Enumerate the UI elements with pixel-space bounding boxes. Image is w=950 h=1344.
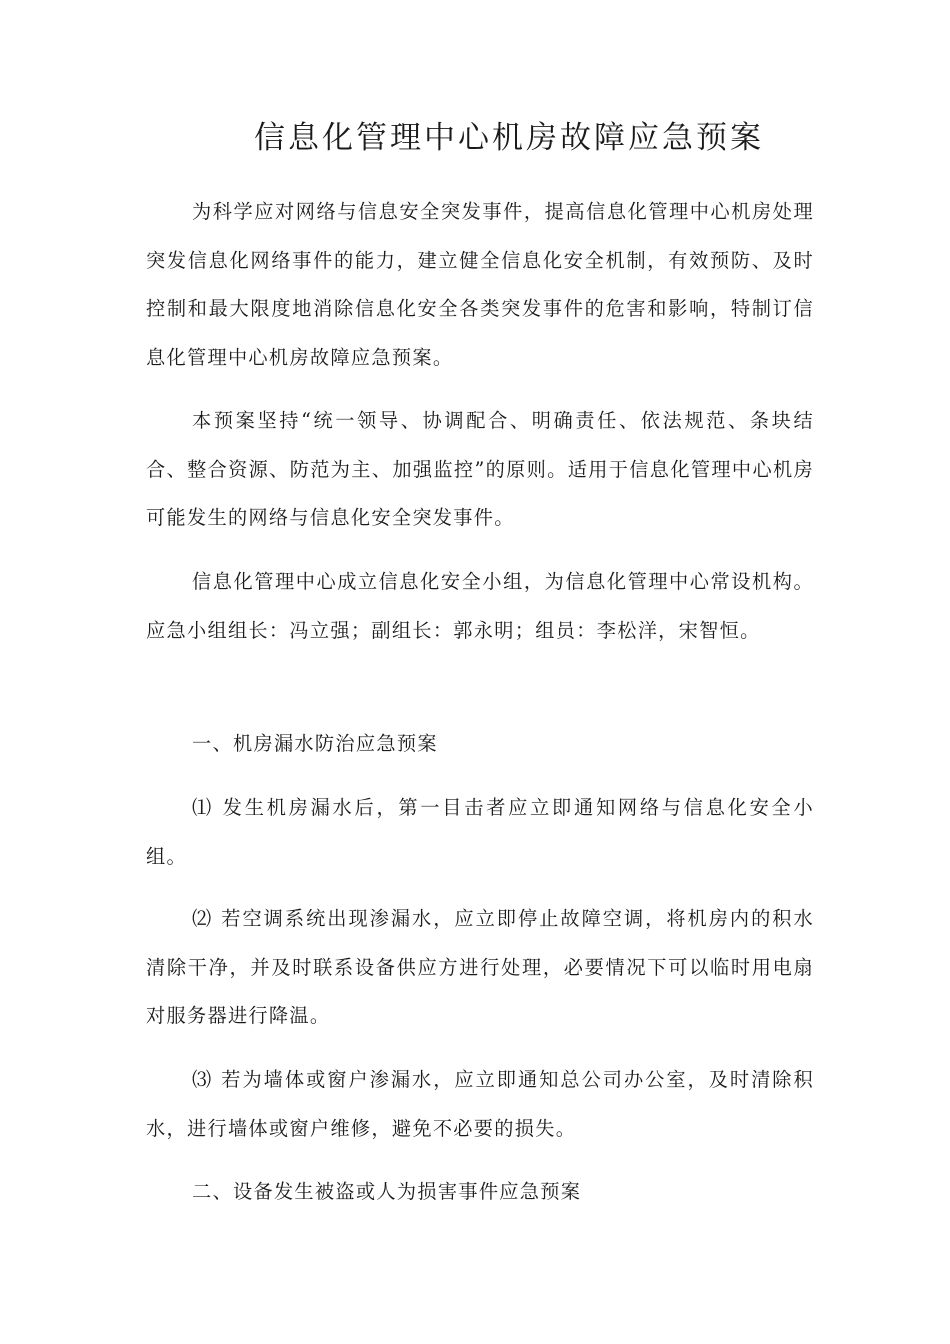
team-paragraph: 信息化管理中心成立信息化安全小组，为信息化管理中心常设机构。应急小组组长：冯立强；副组长：郭永明；组员：李松洋，宋智恒。 [146,570,814,642]
section1-item-1: ⑴ 发生机房漏水后，第一目击者应立即通知网络与信息化安全小组。 [146,796,814,868]
principle-paragraph: 本预案坚持“统一领导、协调配合、明确责任、依法规范、条块结合、整合资源、防范为主、加强监控”的原则。适用于信息化管理中心机房可能发生的网络与信息化安全突发事件。 [146,409,814,529]
section-heading-2: 二、设备发生被盗或人为损害事件应急预案 [192,1180,582,1203]
document-title: 信息化管理中心机房故障应急预案 [254,120,764,156]
intro-paragraph: 为科学应对网络与信息安全突发事件，提高信息化管理中心机房处理突发信息化网络事件的能力，建立健全信息化安全机制，有效预防、及时控制和最大限度地消除信息化安全各类突发事件的危害和影响，特制订信息化管理中心机房故障应急预案。 [146,200,814,369]
section1-item-2: ⑵ 若空调系统出现渗漏水，应立即停止故障空调，将机房内的积水清除干净，并及时联系设备供应方进行处理，必要情况下可以临时用电扇对服务器进行降温。 [146,907,814,1027]
section1-item-3: ⑶ 若为墙体或窗户渗漏水，应立即通知总公司办公室，及时清除积水，进行墙体或窗户维修，避免不必要的损失。 [146,1068,814,1140]
section-heading-1: 一、机房漏水防治应急预案 [192,732,438,755]
